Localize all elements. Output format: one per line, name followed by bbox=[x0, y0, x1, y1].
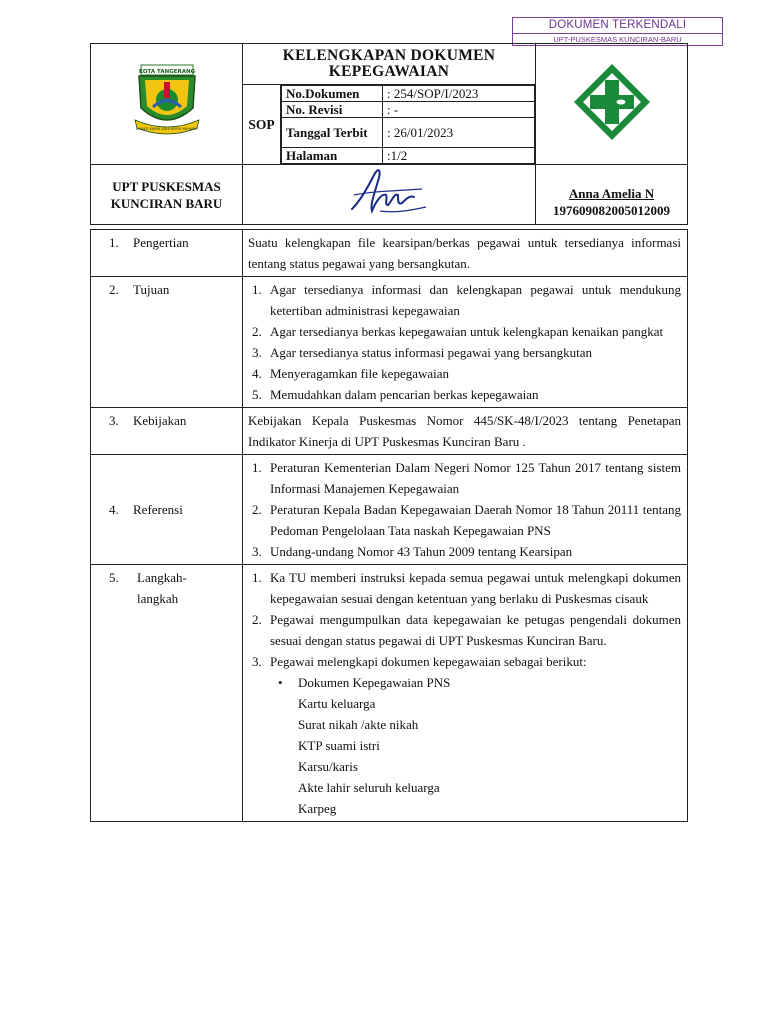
city-emblem-icon bbox=[131, 62, 203, 142]
list-item: 3. Pegawai melengkapi dokumen kepegawaian sebagai berikut: bbox=[252, 654, 587, 669]
section-label: 1. Pengertian bbox=[91, 230, 243, 277]
section-label: 2. Tujuan bbox=[91, 277, 243, 408]
meta-value-tanggal-terbit: : 26/01/2023 bbox=[383, 118, 535, 148]
sop-header-table bbox=[90, 43, 688, 225]
list-item: 3. Undang-undang Nomor 43 Tahun 2009 tentang Kearsipan bbox=[252, 544, 573, 559]
sub-item: KTP suami istri bbox=[298, 738, 380, 753]
sub-item: Surat nikah /akte nikah bbox=[298, 717, 419, 732]
meta-key-no-revisi: No. Revisi bbox=[282, 102, 383, 118]
sub-item: Akte lahir seluruh keluarga bbox=[298, 780, 440, 795]
meta-key-no-dokumen: No.Dokumen bbox=[282, 86, 383, 102]
section-label: 5. Langkah- langkah bbox=[91, 565, 243, 822]
meta-key-halaman: Halaman bbox=[282, 148, 383, 164]
section-content: Suatu kelengkapan file kearsipan/berkas pegawai untuk tersedianya informasi tentang status pegawai yang bersangkutan. bbox=[243, 230, 688, 277]
organization-name bbox=[91, 165, 243, 225]
section-label: 4. Referensi bbox=[91, 455, 243, 565]
list-item: 2. Agar tersedianya berkas kepegawaian untuk kelengkapan kenaikan pangkat bbox=[252, 324, 664, 339]
meta-value-no-dokumen: : 254/SOP/I/2023 bbox=[383, 86, 535, 102]
document-meta-cell bbox=[281, 85, 536, 165]
meta-value-no-revisi: : - bbox=[383, 102, 535, 118]
section-label: 3. Kebijakan bbox=[91, 408, 243, 455]
list-item: 2. Peraturan Kepala Badan Kepegawaian Daerah Nomor 18 Tahun 20111 tentang Pedoman Pengelolaan Tata naskah Kepegawaian PNS bbox=[252, 502, 681, 538]
list-item: 4. Menyeragamkan file kepegawaian bbox=[252, 366, 450, 381]
section-content bbox=[243, 565, 688, 822]
bullet-dot-icon: • bbox=[278, 675, 283, 690]
section-content bbox=[243, 277, 688, 408]
sub-item: Karpeg bbox=[298, 801, 337, 816]
title-line1: KELENGKAPAN DOKUMEN bbox=[282, 47, 496, 64]
sop-label: SOP bbox=[243, 85, 281, 165]
section-content bbox=[243, 455, 688, 565]
title-line2: KEPEGAWAIAN bbox=[328, 63, 450, 80]
stamp-line1: DOKUMEN TERKENDALI bbox=[513, 18, 722, 34]
section-referensi bbox=[91, 455, 688, 565]
puskesmas-logo-icon bbox=[571, 61, 653, 143]
list-item: 1. Ka TU memberi instruksi kepada semua pegawai untuk melengkapi dokumen kepegawaian sesuai dengan ketentuan yang berlaku di Puskesmas cisauk bbox=[252, 570, 681, 606]
puskesmas-logo-cell bbox=[536, 44, 688, 165]
emblem-city-text: KOTA TANGERANG bbox=[138, 68, 195, 75]
section-tujuan bbox=[91, 277, 688, 408]
list-item: 1. Peraturan Kementerian Dalam Negeri Nomor 125 Tahun 2017 tentang sistem Informasi Manajemen Kepegawaian bbox=[252, 460, 681, 496]
section-content: Kebijakan Kepala Puskesmas Nomor 445/SK-48/I/2023 tentang Penetapan Indikator Kinerja di UPT Puskesmas Kunciran Baru . bbox=[243, 408, 688, 455]
city-logo-cell bbox=[91, 44, 243, 165]
meta-value-halaman: :1/2 bbox=[383, 148, 535, 164]
section-kebijakan bbox=[91, 408, 688, 455]
sub-item: Kartu keluarga bbox=[298, 696, 376, 711]
sub-item: Karsu/karis bbox=[298, 759, 358, 774]
signer-nip: 197609082005012009 bbox=[553, 202, 671, 218]
upt-line2: KUNCIRAN BARU bbox=[110, 195, 223, 211]
signer-block bbox=[536, 165, 688, 225]
document-meta-table bbox=[281, 85, 535, 164]
section-langkah bbox=[91, 565, 688, 822]
section-pengertian bbox=[91, 230, 688, 277]
list-item: 2. Pegawai mengumpulkan data kepegawaian ke petugas pengendali dokumen sesuai dengan status pegawai di UPT Puskesmas Kunciran Baru. bbox=[252, 612, 681, 648]
list-item: 3. Agar tersedianya status informasi pegawai yang bersangkutan bbox=[252, 345, 593, 360]
meta-key-tanggal-terbit: Tanggal Terbit bbox=[282, 118, 383, 148]
document-title bbox=[243, 44, 536, 85]
sop-content-table bbox=[90, 229, 688, 822]
signature-icon bbox=[334, 165, 444, 219]
stamp-line2: UPT-PUSKESMAS KUNCIRAN-BARU bbox=[553, 35, 682, 44]
bullet-item: • Dokumen Kepegawaian PNS bbox=[248, 672, 681, 693]
list-item: 5. Memudahkan dalam pencarian berkas kepegawaian bbox=[252, 387, 539, 402]
signature-cell bbox=[243, 165, 536, 225]
controlled-document-stamp bbox=[512, 17, 723, 46]
emblem-motto-text: BHAKTI KARYA ADHI KERTA RAHARJA bbox=[135, 126, 198, 131]
upt-line1: UPT PUSKESMAS bbox=[112, 178, 221, 194]
list-item: 1. Agar tersedianya informasi dan kelengkapan pegawai untuk mendukung ketertiban administrasi kepegawaian bbox=[252, 282, 681, 318]
signer-name: Anna Amelia N bbox=[568, 185, 655, 201]
